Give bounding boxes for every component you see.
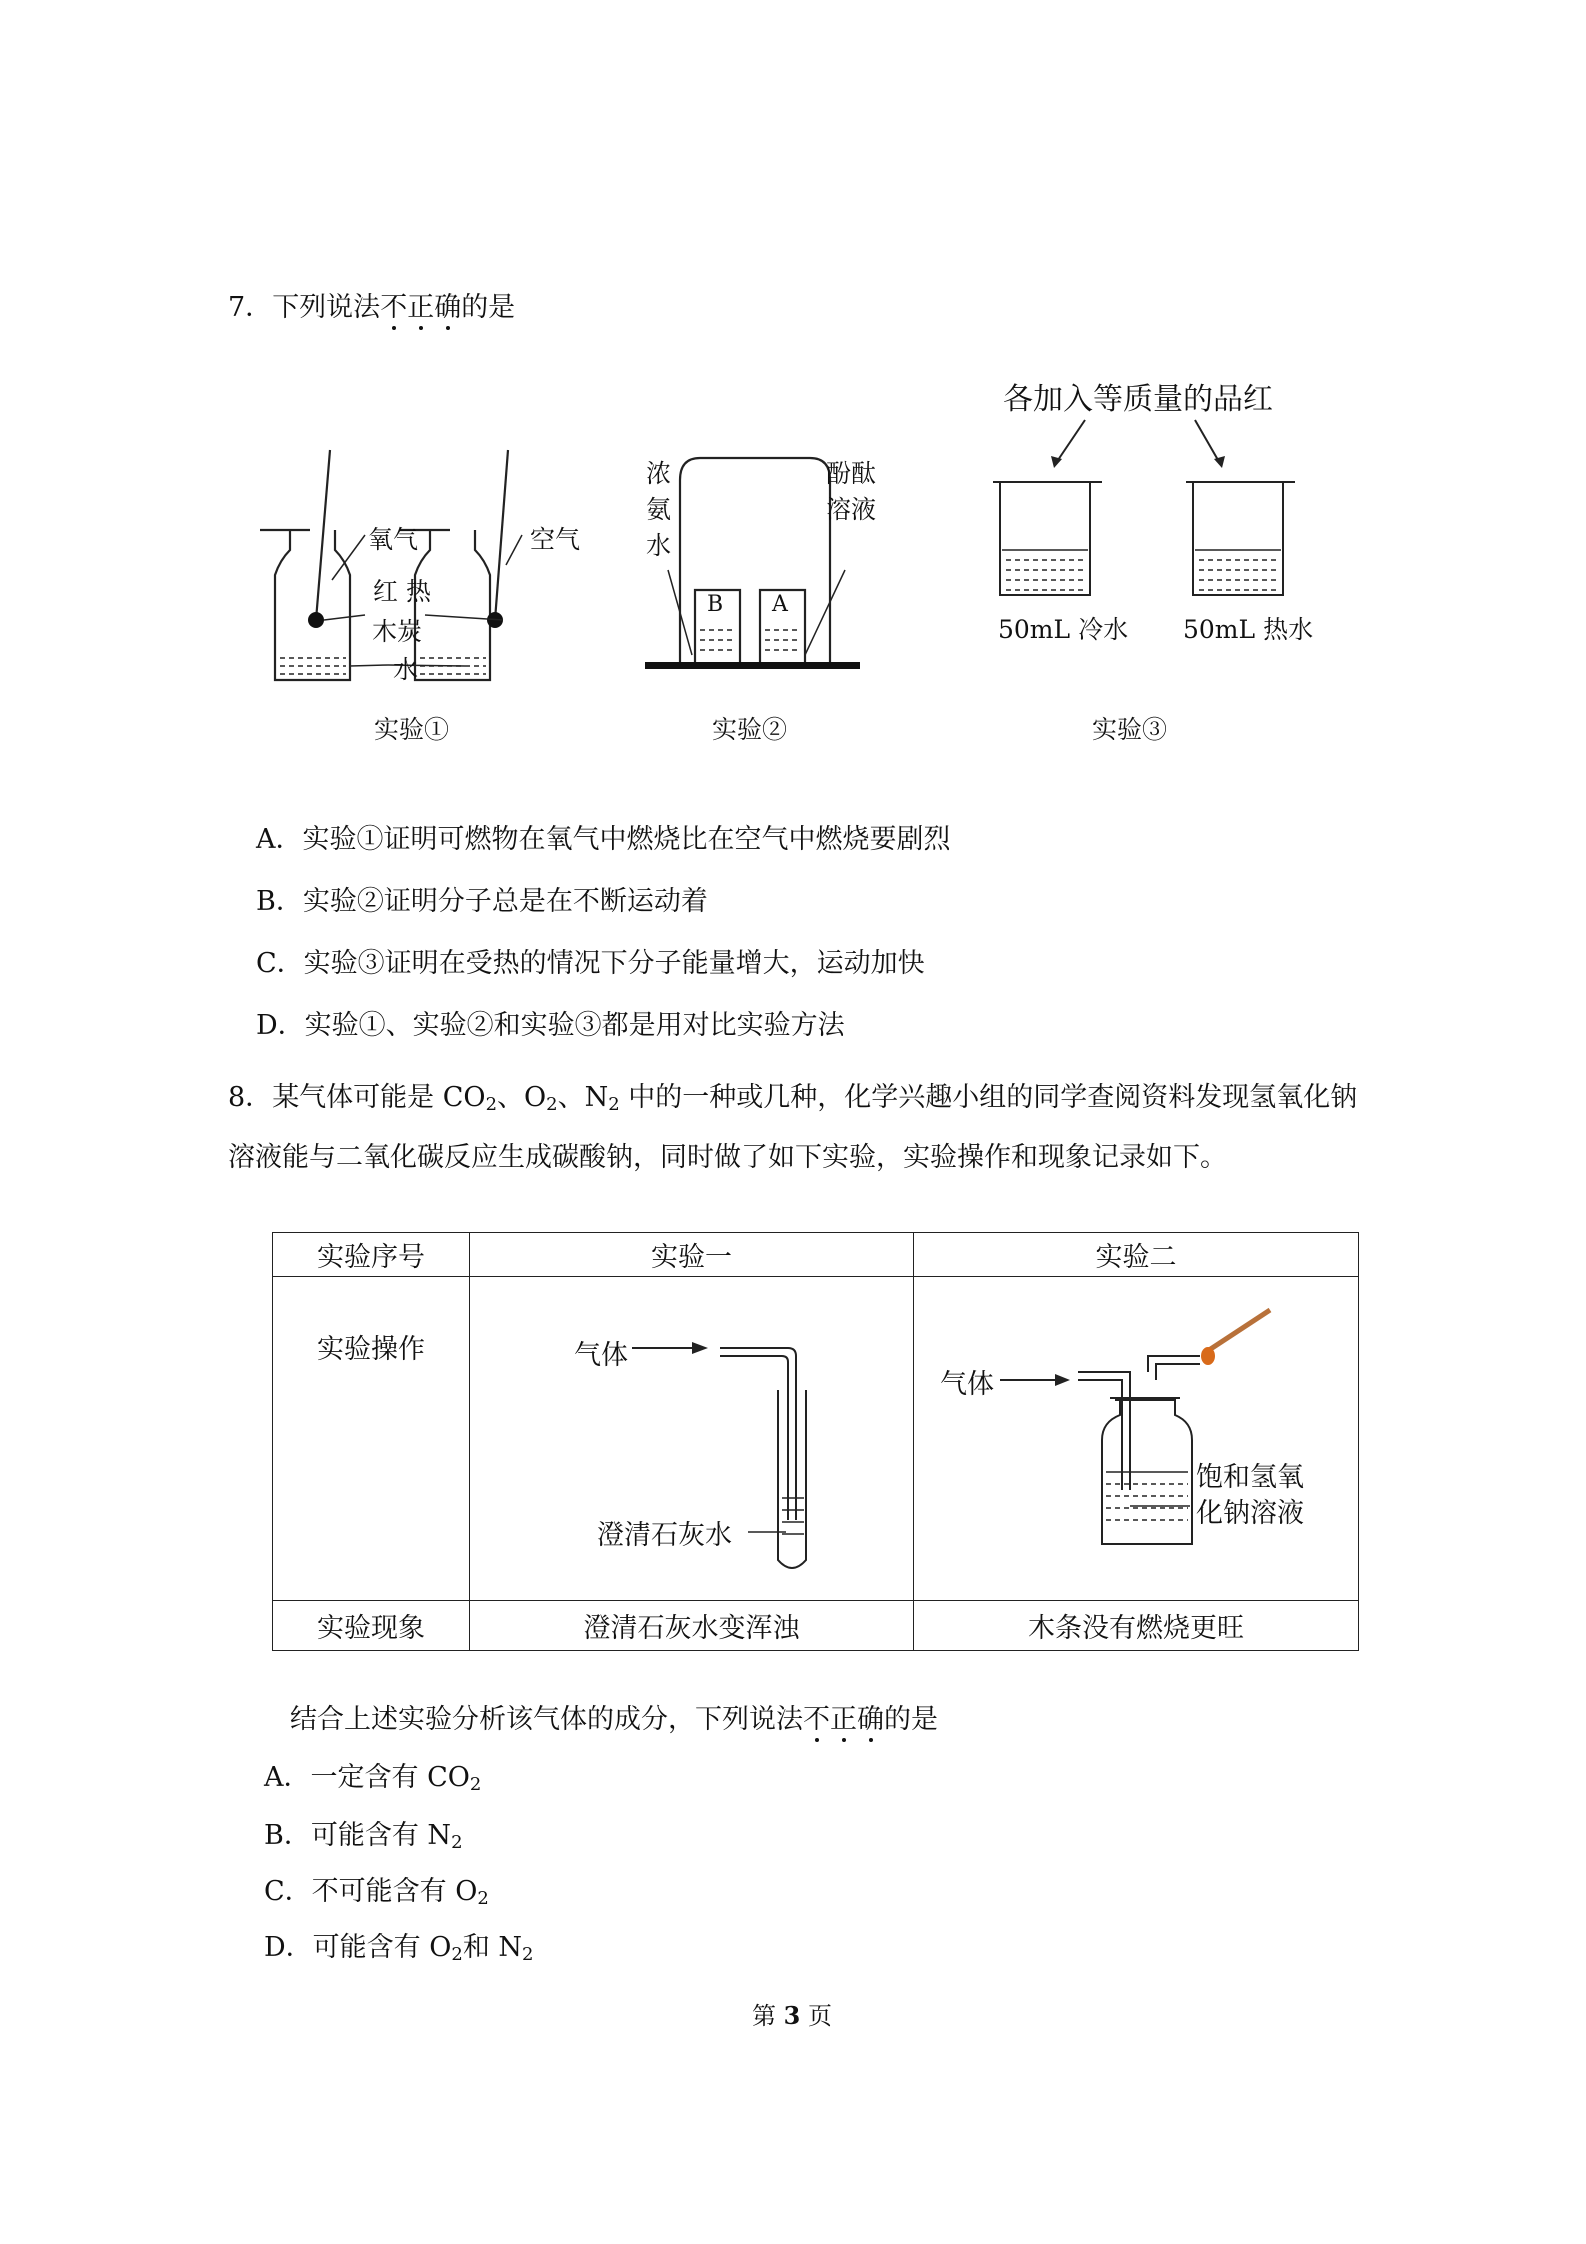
label-red-hot: 红 热 [373, 577, 431, 606]
caption-experiment-3: 实验③ [1092, 715, 1168, 744]
label-hot-water: 50mL 热水 [1183, 615, 1314, 644]
page-number: 第 3 页 [752, 2001, 832, 2030]
q8-option-a[interactable]: A．一定含有 $CO_2$ [264, 1762, 482, 1795]
q8-option-b[interactable]: B．可能含有 $N_2$ [264, 1820, 463, 1853]
q7-option-c[interactable]: C．实验③证明在受热的情况下分子能量增大，运动加快 [256, 948, 925, 979]
table-header-row [273, 1233, 1359, 1277]
phenomenon-exp2: 木条没有燃烧更旺 [914, 1601, 1359, 1651]
q7-option-d[interactable]: D．实验①、实验②和实验③都是用对比实验方法 [256, 1010, 845, 1041]
row-label-phenomenon: 实验现象 [273, 1601, 470, 1651]
q7-option-a[interactable]: A．实验①证明可燃物在氧气中燃烧比在空气中燃烧要剧烈 [256, 824, 951, 855]
q8-option-d[interactable]: D．可能含有 $O_2$和 $N_2$ [264, 1932, 534, 1965]
q8-stem-line1: 8．某气体可能是 $CO_2$、$O_2$、$N_2$ 中的一种或几种，化学兴趣小组的同学查阅资料发现氢氧化钠 [228, 1082, 1358, 1115]
header-exp-no: 实验序号 [273, 1233, 470, 1277]
caption-experiment-2: 实验② [712, 715, 788, 744]
row-label-operation: 实验操作 [273, 1277, 470, 1601]
exp2-solution-label: 饱和氢氧 化钠溶液 [1196, 1462, 1304, 1529]
exp1-gas-label: 气体 [574, 1340, 628, 1371]
table-row-phenomenon [273, 1601, 1359, 1651]
label-phenolphthalein: 酚酞 溶液 [826, 459, 877, 524]
label-charcoal: 木炭 [372, 617, 423, 646]
exp2-gas-label: 气体 [940, 1369, 994, 1400]
exp1-limewater-label: 澄清石灰水 [597, 1520, 732, 1551]
beaker-b-label: B [707, 592, 724, 617]
beaker-a-label: A [772, 592, 788, 617]
q7-stem: 7．下列说法不正确的是 [228, 292, 516, 323]
caption-experiment-1: 实验① [374, 715, 450, 744]
label-water: 水 [393, 655, 419, 684]
label-add-dye: 各加入等质量的品红 [1003, 382, 1273, 417]
q8-stem-line2: 溶液能与二氧化碳反应生成碳酸钠，同时做了如下实验，实验操作和现象记录如下。 [228, 1142, 1227, 1173]
phenomenon-exp1: 澄清石灰水变浑浊 [470, 1601, 914, 1651]
figure-experiment-1 [250, 440, 620, 690]
label-oxygen: 氧气 [368, 525, 419, 554]
header-exp-2: 实验二 [914, 1233, 1359, 1277]
header-exp-1: 实验一 [470, 1233, 914, 1277]
q8-option-c[interactable]: C．不可能含有 $O_2$ [264, 1876, 489, 1909]
label-ammonia: 浓 氨 水 [646, 459, 672, 560]
label-cold-water: 50mL 冷水 [998, 615, 1129, 644]
q8-prompt: 结合上述实验分析该气体的成分，下列说法不正确的是 [290, 1704, 938, 1735]
label-air: 空气 [530, 525, 581, 554]
q7-option-b[interactable]: B．实验②证明分子总是在不断运动着 [256, 886, 708, 917]
figure-experiment-3 [990, 410, 1320, 600]
